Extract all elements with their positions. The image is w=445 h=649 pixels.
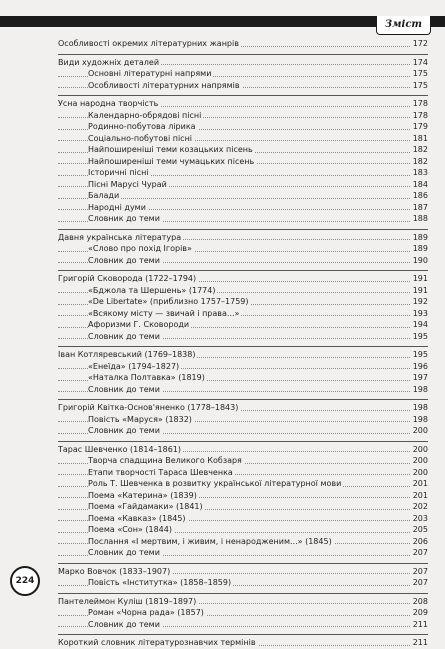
toc-entry-page: 182 [410, 156, 428, 168]
toc-entry-page: 184 [410, 179, 428, 191]
toc-entry-page: 209 [410, 607, 428, 619]
toc-subentry[interactable] [58, 319, 428, 331]
toc-entry-title: Народні думи [88, 202, 146, 212]
toc-entry-title: Пісні Марусі Чурай [88, 179, 167, 189]
toc-entry-page: 201 [410, 490, 428, 502]
toc-entry-page: 198 [410, 402, 428, 414]
toc-entry-title: «Всякому місту — звичай і права...» [88, 308, 240, 318]
toc-heading-entry[interactable] [58, 566, 428, 578]
toc-subentry[interactable] [58, 179, 428, 191]
toc-entry-page: 195 [410, 349, 428, 361]
toc-subentry[interactable] [58, 68, 428, 80]
toc-subentry[interactable] [58, 190, 428, 202]
toc-subentry[interactable] [58, 372, 428, 384]
toc-entry-title: Словник до теми [88, 619, 160, 629]
toc-entry-title: Види художніх деталей [58, 57, 160, 67]
toc-heading-entry[interactable] [58, 349, 428, 361]
toc-subentry[interactable] [58, 513, 428, 525]
toc-heading-entry[interactable] [58, 38, 428, 50]
toc-heading-entry[interactable] [58, 273, 428, 285]
toc-entry-title: Словник до теми [88, 426, 160, 435]
toc-heading-entry[interactable] [58, 57, 428, 69]
toc-entry-title: Пантелеймон Куліш (1819–1897) [58, 596, 197, 606]
toc-subentry[interactable] [58, 255, 428, 267]
toc-subentry[interactable] [58, 156, 428, 168]
toc-subentry[interactable] [58, 467, 428, 479]
toc-subentry[interactable] [58, 331, 428, 343]
toc-section [58, 563, 428, 589]
toc-subentry[interactable] [58, 144, 428, 156]
toc-entry-page: 179 [410, 121, 428, 133]
toc-section [58, 399, 428, 437]
toc-heading-entry[interactable] [58, 402, 428, 414]
toc-subentry[interactable] [58, 414, 428, 426]
toc-entry-title: Етапи творчості Тараса Шевченка [88, 467, 233, 477]
toc-entry-page: 175 [410, 68, 428, 80]
toc-entry-page: 191 [410, 273, 428, 285]
toc-subentry[interactable] [58, 425, 428, 437]
toc-entry-title: Поема «Гайдамаки» (1841) [88, 502, 203, 511]
toc-entry-title: Соціально-побутові пісні [88, 133, 193, 143]
toc-entry-page: 178 [410, 98, 428, 110]
toc-subentry[interactable] [58, 607, 428, 619]
toc-entry-page: 198 [410, 414, 428, 426]
toc-entry-title: Тарас Шевченко (1814–1861) [58, 444, 182, 454]
toc-entry-title: Особливості літературних напрямів [88, 80, 240, 90]
toc-subentry[interactable] [58, 80, 428, 92]
toc-entry-title: Усна народна творчість [58, 99, 159, 108]
toc-entry-title: Словник до теми [88, 255, 160, 265]
toc-entry-page: 190 [410, 255, 428, 267]
toc-subentry[interactable] [58, 577, 428, 589]
toc-entry-page: 203 [410, 513, 428, 525]
toc-entry-title: Найпоширеніші теми чумацьких пісень [88, 156, 255, 166]
toc-subentry[interactable] [58, 133, 428, 145]
page-number: 224 [10, 566, 40, 596]
toc-entry-page: 187 [410, 202, 428, 214]
toc-entry-title: Родинно-побутова лірика [88, 122, 196, 131]
toc-entry-title: Іван Котляревський (1769–1838) [58, 350, 196, 359]
toc-entry-page: 208 [410, 596, 428, 608]
toc-section [58, 38, 428, 50]
toc-subentry[interactable] [58, 202, 428, 214]
toc-subentry[interactable] [58, 285, 428, 297]
toc-entry-page: 189 [410, 243, 428, 255]
toc-subentry[interactable] [58, 547, 428, 559]
toc-entry-title: Роман «Чорна рада» (1857) [88, 608, 204, 617]
toc-entry-page: 196 [410, 361, 428, 373]
toc-subentry[interactable] [58, 361, 428, 373]
toc-subentry[interactable] [58, 501, 428, 513]
toc-entry-title: Словник до теми [88, 384, 160, 394]
table-of-contents [58, 38, 428, 649]
toc-entry-page: 207 [410, 547, 428, 559]
toc-subentry[interactable] [58, 619, 428, 631]
toc-entry-page: 188 [410, 213, 428, 225]
toc-subentry[interactable] [58, 296, 428, 308]
toc-entry-title: Словник до теми [88, 214, 160, 223]
toc-entry-page: 200 [410, 425, 428, 437]
toc-entry-page: 197 [410, 372, 428, 384]
toc-subentry[interactable] [58, 243, 428, 255]
toc-entry-page: 200 [410, 444, 428, 456]
toc-entry-page: 206 [410, 536, 428, 548]
toc-entry-title: Балади [88, 191, 120, 200]
toc-entry-page: 198 [410, 384, 428, 396]
toc-entry-title: «Наталка Полтавка» (1819) [88, 373, 205, 382]
toc-entry-page: 174 [410, 57, 428, 69]
toc-subentry[interactable] [58, 524, 428, 536]
toc-heading-entry[interactable] [58, 444, 428, 456]
toc-entry-title: Афоризми Г. Сковороди [88, 320, 190, 329]
toc-entry-page: 207 [410, 577, 428, 589]
toc-subentry[interactable] [58, 536, 428, 548]
toc-entry-title: Короткий словник літературознавчих термінів [58, 638, 256, 647]
toc-subentry[interactable] [58, 213, 428, 225]
toc-subentry[interactable] [58, 167, 428, 179]
toc-section [58, 593, 428, 631]
toc-entry-page: 192 [410, 296, 428, 308]
toc-entry-title: «De Libertate» (приблизно 1757–1759) [88, 297, 249, 306]
toc-entry-page: 211 [410, 637, 428, 649]
toc-entry-title: Календарно-обрядові пісні [88, 110, 202, 120]
toc-entry-page: 186 [410, 190, 428, 202]
toc-entry-page: 193 [410, 308, 428, 320]
toc-entry-page: 195 [410, 331, 428, 343]
toc-entry-page: 211 [410, 619, 428, 631]
toc-subentry[interactable] [58, 478, 428, 490]
toc-subentry[interactable] [58, 110, 428, 122]
toc-entry-title: Основні літературні напрями [88, 69, 212, 78]
toc-entry-page: 172 [410, 38, 428, 50]
toc-entry-page: 191 [410, 285, 428, 297]
toc-entry-title: Словник до теми [88, 548, 160, 557]
section-title: Зміст [376, 16, 431, 35]
toc-entry-page: 200 [410, 467, 428, 479]
toc-heading-entry[interactable] [58, 98, 428, 110]
toc-entry-title: «Бджола та Шершень» (1774) [88, 285, 216, 295]
toc-entry-page: 175 [410, 80, 428, 92]
toc-entry-page: 207 [410, 566, 428, 578]
toc-entry-page: 194 [410, 319, 428, 331]
toc-entry-title: Особливості окремих літературних жанрів [58, 39, 239, 48]
toc-section [58, 270, 428, 342]
toc-entry-title: Давня українська література [58, 232, 182, 242]
toc-section [58, 229, 428, 267]
toc-entry-title: Марко Вовчок (1833–1907) [58, 566, 171, 576]
toc-entry-page: 189 [410, 232, 428, 244]
toc-entry-title: Повість «Маруся» (1832) [88, 414, 192, 424]
toc-heading-entry[interactable] [58, 596, 428, 608]
toc-subentry[interactable] [58, 121, 428, 133]
toc-entry-page: 178 [410, 110, 428, 122]
toc-entry-title: Григорій Сковорода (1722–1794) [58, 274, 197, 283]
toc-entry-title: Роль Т. Шевченка в розвитку української літературної мови [88, 479, 342, 488]
toc-entry-title: Творча спадщина Великого Кобзаря [88, 456, 242, 465]
toc-section [58, 634, 428, 649]
toc-entry-page: 200 [410, 455, 428, 467]
toc-subentry[interactable] [58, 490, 428, 502]
toc-entry-title: Словник до теми [88, 331, 160, 341]
toc-entry-title: Повість «Інститутка» (1858–1859) [88, 578, 232, 587]
toc-section [58, 54, 428, 92]
toc-entry-title: Історичні пісні [88, 168, 149, 177]
toc-entry-title: Григорій Квітка-Основ'яненко (1778–1843) [58, 403, 239, 412]
toc-entry-title: Поема «Сон» (1844) [88, 525, 172, 534]
toc-section [58, 346, 428, 395]
toc-entry-title: Поема «Катерина» (1839) [88, 490, 197, 500]
toc-entry-page: 183 [410, 167, 428, 179]
toc-section [58, 95, 428, 225]
toc-entry-page: 182 [410, 144, 428, 156]
toc-entry-title: Поема «Кавказ» (1845) [88, 513, 186, 523]
toc-heading-entry[interactable] [58, 232, 428, 244]
toc-subentry[interactable] [58, 384, 428, 396]
toc-entry-page: 202 [410, 501, 428, 513]
toc-entry-title: Найпоширеніші теми козацьких пісень [88, 145, 253, 154]
toc-section [58, 441, 428, 559]
toc-entry-title: «Енеїда» (1794–1827) [88, 361, 180, 371]
toc-subentry[interactable] [58, 308, 428, 320]
toc-entry-title: Послання «І мертвим, і живим, і ненародженим...» (1845) [88, 536, 332, 546]
toc-entry-page: 201 [410, 478, 428, 490]
toc-entry-page: 205 [410, 524, 428, 536]
toc-entry-page: 181 [410, 133, 428, 145]
toc-heading-entry[interactable] [58, 637, 428, 649]
toc-subentry[interactable] [58, 455, 428, 467]
toc-entry-title: «Слово про похід Ігорів» [88, 244, 192, 253]
